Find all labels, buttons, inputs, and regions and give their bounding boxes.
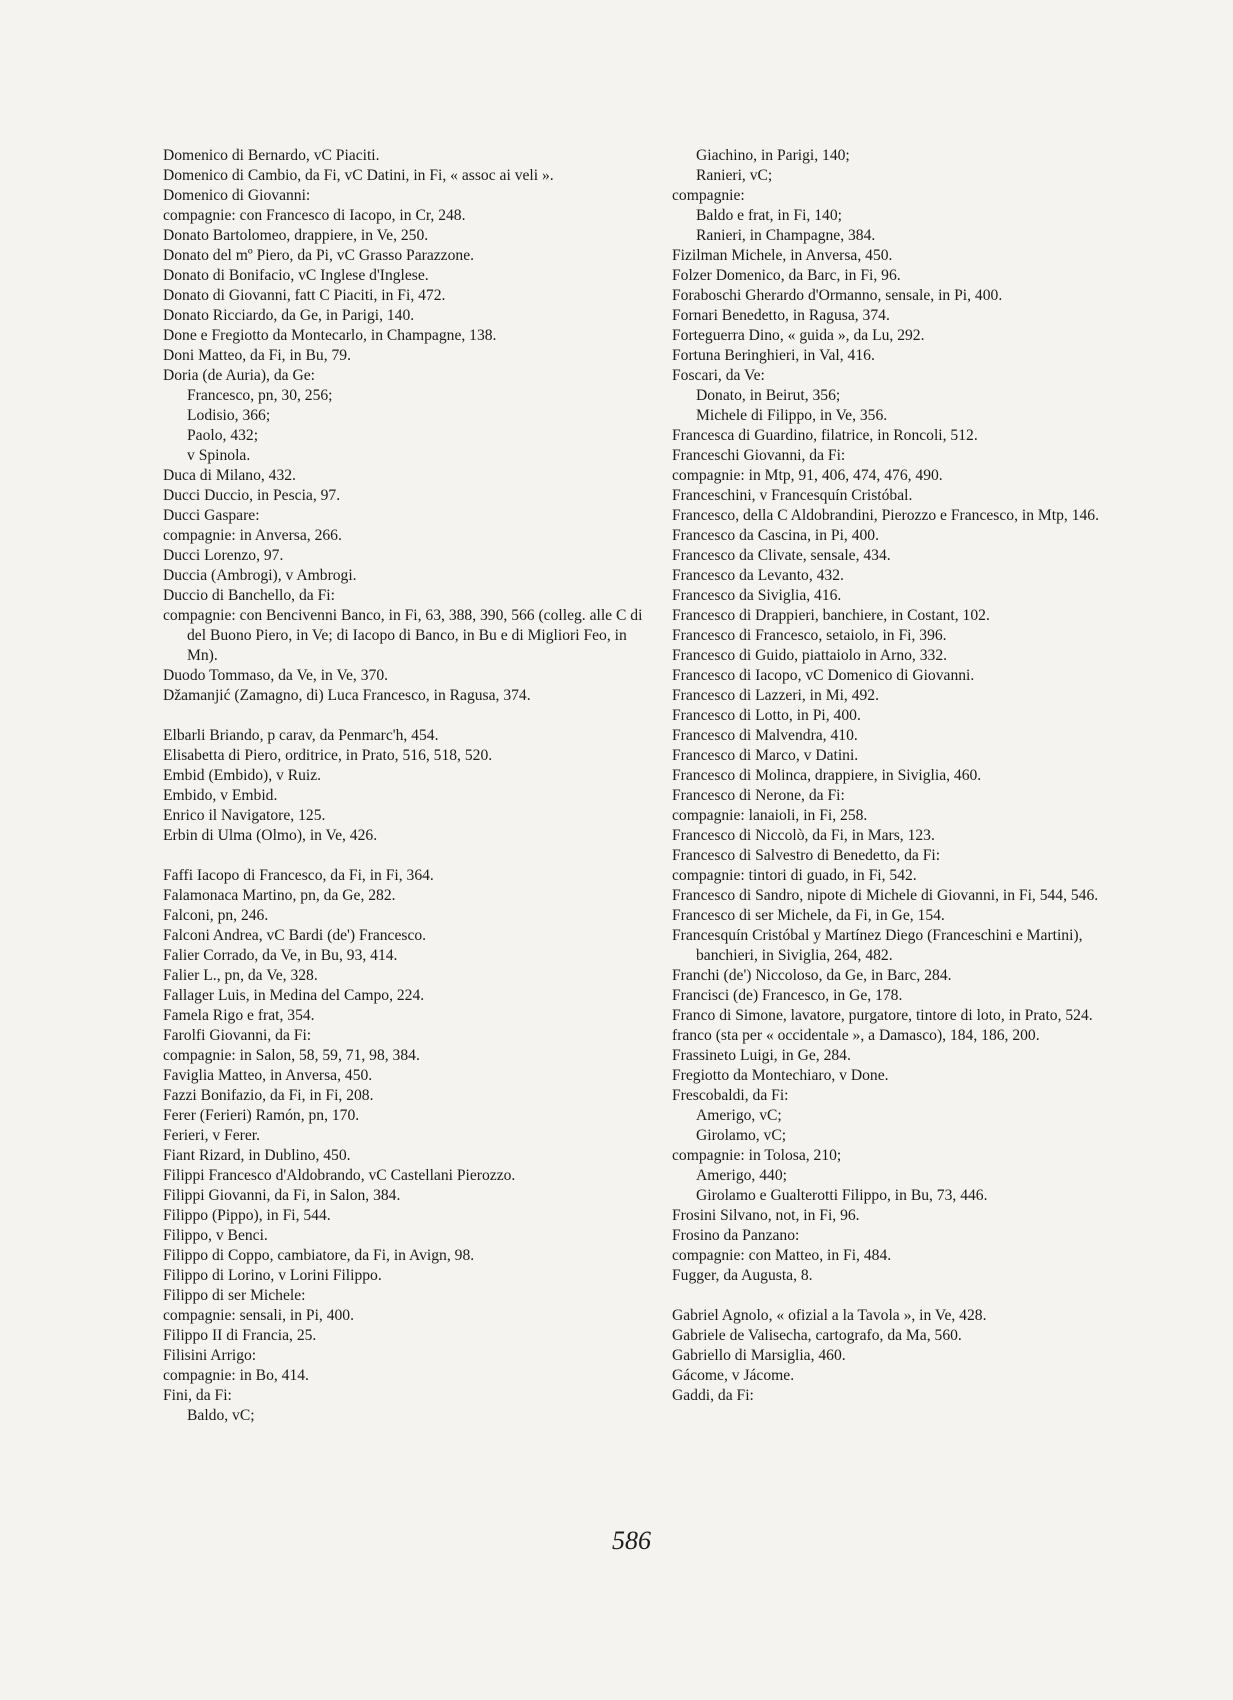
index-entry: Gabriel Agnolo, « ofizial a la Tavola », in Ve, 428. xyxy=(672,1307,987,1324)
index-entry: Foraboschi Gherardo d'Ormanno, sensale, in Pi, 400. xyxy=(672,287,1003,304)
index-subentry: Ranieri, in Champagne, 384. xyxy=(696,227,876,244)
index-entry: Francesco di Malvendra, 410. xyxy=(672,727,858,744)
index-entry: Francisci (de) Francesco, in Ge, 178. xyxy=(672,987,903,1004)
index-entry: compagnie: con Bencivenni Banco, in Fi, 63, 388, 390, 566 (colleg. alle C di del Buono Piero, in Ve; di Iacopo di Banco, in Bu e di Migliori Feo, in Mn). xyxy=(163,607,643,664)
index-entry: Duccio di Banchello, da Fi: xyxy=(163,587,335,604)
index-entry: Francesco di Niccolò, da Fi, in Mars, 123. xyxy=(672,827,935,844)
index-entry: Fregiotto da Montechiaro, v Done. xyxy=(672,1067,889,1084)
index-entry: Embido, v Embid. xyxy=(163,787,278,804)
index-entry: Francesco da Clivate, sensale, 434. xyxy=(672,547,891,564)
index-entry: Ferieri, v Ferer. xyxy=(163,1127,260,1144)
index-entry: Duodo Tommaso, da Ve, in Ve, 370. xyxy=(163,667,389,684)
index-entry: Donato di Bonifacio, vC Inglese d'Inglese. xyxy=(163,267,429,284)
index-entry: Francesquín Cristóbal y Martínez Diego (Franceschini e Martini), banchieri, in Siviglia, 264, 482. xyxy=(672,927,1083,964)
index-entry: Donato Bartolomeo, drappiere, in Ve, 250. xyxy=(163,227,429,244)
index-entry: Francesco di Drappieri, banchiere, in Costant, 102. xyxy=(672,607,990,624)
page-number: 586 xyxy=(612,1526,651,1555)
index-entry: Gácome, v Jácome. xyxy=(672,1367,795,1384)
right-column xyxy=(672,146,1137,1406)
index-entry: compagnie: in Salon, 58, 59, 71, 98, 384. xyxy=(163,1047,420,1064)
index-subentry: Girolamo e Gualterotti Filippo, in Bu, 73, 446. xyxy=(696,1187,988,1204)
index-subentry: v Spinola. xyxy=(187,447,251,464)
index-entry: Filippo di Coppo, cambiatore, da Fi, in Avign, 98. xyxy=(163,1247,475,1264)
index-entry: Ducci Gaspare: xyxy=(163,507,260,524)
index-entry: Done e Fregiotto da Montecarlo, in Champagne, 138. xyxy=(163,327,497,344)
index-entry: compagnie: in Tolosa, 210; xyxy=(672,1147,842,1164)
index-entry: Francesca di Guardino, filatrice, in Roncoli, 512. xyxy=(672,427,978,444)
index-entry: Gabriello di Marsiglia, 460. xyxy=(672,1347,846,1364)
index-entry: Francesco di Sandro, nipote di Michele di Giovanni, in Fi, 544, 546. xyxy=(672,887,1099,904)
index-entry: Fazzi Bonifazio, da Fi, in Fi, 208. xyxy=(163,1087,374,1104)
index-entry: Franceschi Giovanni, da Fi: xyxy=(672,447,846,464)
section-gap xyxy=(163,706,643,726)
index-entry: Filippo di ser Michele: xyxy=(163,1287,306,1304)
index-entry: compagnie: in Bo, 414. xyxy=(163,1367,309,1384)
index-entry: Fini, da Fi: xyxy=(163,1387,232,1404)
index-entry: compagnie: in Mtp, 91, 406, 474, 476, 490. xyxy=(672,467,943,484)
index-entry: compagnie: con Matteo, in Fi, 484. xyxy=(672,1247,892,1264)
index-entry: Francesco di Iacopo, vC Domenico di Giovanni. xyxy=(672,667,975,684)
index-entry: Francesco di Nerone, da Fi: xyxy=(672,787,845,804)
index-entry: Frosini Silvano, not, in Fi, 96. xyxy=(672,1207,860,1224)
left-column xyxy=(163,146,643,1426)
index-entry: Fugger, da Augusta, 8. xyxy=(672,1267,813,1284)
index-entry: compagnie: sensali, in Pi, 400. xyxy=(163,1307,355,1324)
index-entry: Filisini Arrigo: xyxy=(163,1347,257,1364)
index-entry: Faviglia Matteo, in Anversa, 450. xyxy=(163,1067,373,1084)
index-entry: Famela Rigo e frat, 354. xyxy=(163,1007,315,1024)
index-entry: Franceschini, v Francesquín Cristóbal. xyxy=(672,487,913,504)
index-entry: Fornari Benedetto, in Ragusa, 374. xyxy=(672,307,890,324)
index-entry: Faffi Iacopo di Francesco, da Fi, in Fi, 364. xyxy=(163,867,434,884)
index-entry: Filippo II di Francia, 25. xyxy=(163,1327,317,1344)
index-entry: Frassineto Luigi, in Ge, 284. xyxy=(672,1047,851,1064)
index-entry: Forteguerra Dino, « guida », da Lu, 292. xyxy=(672,327,925,344)
index-entry: Elisabetta di Piero, orditrice, in Prato, 516, 518, 520. xyxy=(163,747,493,764)
index-entry: Ferer (Ferieri) Ramón, pn, 170. xyxy=(163,1107,360,1124)
index-entry: Francesco, della C Aldobrandini, Pierozzo e Francesco, in Mtp, 146. xyxy=(672,507,1099,524)
index-entry: Francesco di Lotto, in Pi, 400. xyxy=(672,707,861,724)
index-subentry: Ranieri, vC; xyxy=(696,167,773,184)
index-entry: Gabriele de Valisecha, cartografo, da Ma, 560. xyxy=(672,1327,962,1344)
index-entry: Fallager Luis, in Medina del Campo, 224. xyxy=(163,987,425,1004)
index-subentry: Amerigo, vC; xyxy=(696,1107,782,1124)
index-entry: Francesco di Lazzeri, in Mi, 492. xyxy=(672,687,879,704)
index-entry: Embid (Embido), v Ruiz. xyxy=(163,767,322,784)
index-entry: Francesco da Cascina, in Pi, 400. xyxy=(672,527,880,544)
index-entry: Foscari, da Ve: xyxy=(672,367,765,384)
index-entry: Fortuna Beringhieri, in Val, 416. xyxy=(672,347,875,364)
index-entry: franco (sta per « occidentale », a Damasco), 184, 186, 200. xyxy=(672,1027,1040,1044)
index-entry: Falier Corrado, da Ve, in Bu, 93, 414. xyxy=(163,947,398,964)
index-entry: Duccia (Ambrogi), v Ambrogi. xyxy=(163,567,357,584)
index-entry: compagnie: tintori di guado, in Fi, 542. xyxy=(672,867,917,884)
index-entry: Francesco di Guido, piattaiolo in Arno, 332. xyxy=(672,647,948,664)
index-entry: Ducci Duccio, in Pescia, 97. xyxy=(163,487,341,504)
index-entry: Filippi Giovanni, da Fi, in Salon, 384. xyxy=(163,1187,401,1204)
index-entry: Frescobaldi, da Fi: xyxy=(672,1087,789,1104)
index-entry: Fiant Rizard, in Dublino, 450. xyxy=(163,1147,351,1164)
index-entry: Filippo, v Benci. xyxy=(163,1227,268,1244)
index-entry: Falconi, pn, 246. xyxy=(163,907,269,924)
index-subentry: Paolo, 432; xyxy=(187,427,259,444)
index-entry: compagnie: xyxy=(672,187,745,204)
index-entry: Domenico di Cambio, da Fi, vC Datini, in Fi, « assoc ai veli ». xyxy=(163,167,554,184)
index-entry: Doria (de Auria), da Ge: xyxy=(163,367,315,384)
index-entry: Donato Ricciardo, da Ge, in Parigi, 140. xyxy=(163,307,415,324)
index-entry: compagnie: lanaioli, in Fi, 258. xyxy=(672,807,868,824)
index-entry: Falconi Andrea, vC Bardi (de') Francesco. xyxy=(163,927,427,944)
section-gap xyxy=(672,1286,1137,1306)
index-entry: Frosino da Panzano: xyxy=(672,1227,800,1244)
index-subentry: Francesco, pn, 30, 256; xyxy=(187,387,333,404)
index-entry: Francesco di ser Michele, da Fi, in Ge, 154. xyxy=(672,907,945,924)
index-entry: Domenico di Giovanni: xyxy=(163,187,311,204)
index-entry: Falamonaca Martino, pn, da Ge, 282. xyxy=(163,887,396,904)
index-entry: compagnie: in Anversa, 266. xyxy=(163,527,342,544)
index-entry: Falier L., pn, da Ve, 328. xyxy=(163,967,318,984)
index-subentry: Donato, in Beirut, 356; xyxy=(696,387,841,404)
index-entry: Francesco da Siviglia, 416. xyxy=(672,587,842,604)
index-entry: Enrico il Navigatore, 125. xyxy=(163,807,326,824)
index-entry: Francesco di Marco, v Datini. xyxy=(672,747,859,764)
index-entry: Francesco di Francesco, setaiolo, in Fi, 396. xyxy=(672,627,947,644)
index-entry: Franchi (de') Niccoloso, da Ge, in Barc, 284. xyxy=(672,967,952,984)
index-subentry: Giachino, in Parigi, 140; xyxy=(696,147,850,164)
index-entry: Fizilman Michele, in Anversa, 450. xyxy=(672,247,893,264)
index-entry: Džamanjić (Zamagno, di) Luca Francesco, in Ragusa, 374. xyxy=(163,687,531,704)
index-entry: Francesco di Molinca, drappiere, in Siviglia, 460. xyxy=(672,767,982,784)
index-entry: Francesco di Salvestro di Benedetto, da Fi: xyxy=(672,847,941,864)
index-entry: Doni Matteo, da Fi, in Bu, 79. xyxy=(163,347,351,364)
index-entry: Francesco da Levanto, 432. xyxy=(672,567,844,584)
index-subentry: Lodisio, 366; xyxy=(187,407,271,424)
index-entry: Filippo (Pippo), in Fi, 544. xyxy=(163,1207,331,1224)
index-subentry: Michele di Filippo, in Ve, 356. xyxy=(696,407,888,424)
index-entry: Filippo di Lorino, v Lorini Filippo. xyxy=(163,1267,382,1284)
index-entry: Donato di Giovanni, fatt C Piaciti, in Fi, 472. xyxy=(163,287,446,304)
index-entry: Ducci Lorenzo, 97. xyxy=(163,547,284,564)
index-entry: Filippi Francesco d'Aldobrando, vC Castellani Pierozzo. xyxy=(163,1167,516,1184)
index-entry: Gaddi, da Fi: xyxy=(672,1387,754,1404)
index-entry: Elbarli Briando, p carav, da Penmarc'h, 454. xyxy=(163,727,439,744)
index-entry: Farolfi Giovanni, da Fi: xyxy=(163,1027,312,1044)
index-subentry: Amerigo, 440; xyxy=(696,1167,787,1184)
section-gap xyxy=(163,846,643,866)
index-subentry: Girolamo, vC; xyxy=(696,1127,787,1144)
index-subentry: Baldo, vC; xyxy=(187,1407,255,1424)
index-entry: Folzer Domenico, da Barc, in Fi, 96. xyxy=(672,267,901,284)
index-subentry: Baldo e frat, in Fi, 140; xyxy=(696,207,842,224)
index-entry: Donato del mº Piero, da Pi, vC Grasso Parazzone. xyxy=(163,247,475,264)
index-entry: compagnie: con Francesco di Iacopo, in Cr, 248. xyxy=(163,207,466,224)
index-entry: Franco di Simone, lavatore, purgatore, tintore di loto, in Prato, 524. xyxy=(672,1007,1093,1024)
index-entry: Domenico di Bernardo, vC Piaciti. xyxy=(163,147,380,164)
index-entry: Erbin di Ulma (Olmo), in Ve, 426. xyxy=(163,827,378,844)
index-entry: Duca di Milano, 432. xyxy=(163,467,296,484)
